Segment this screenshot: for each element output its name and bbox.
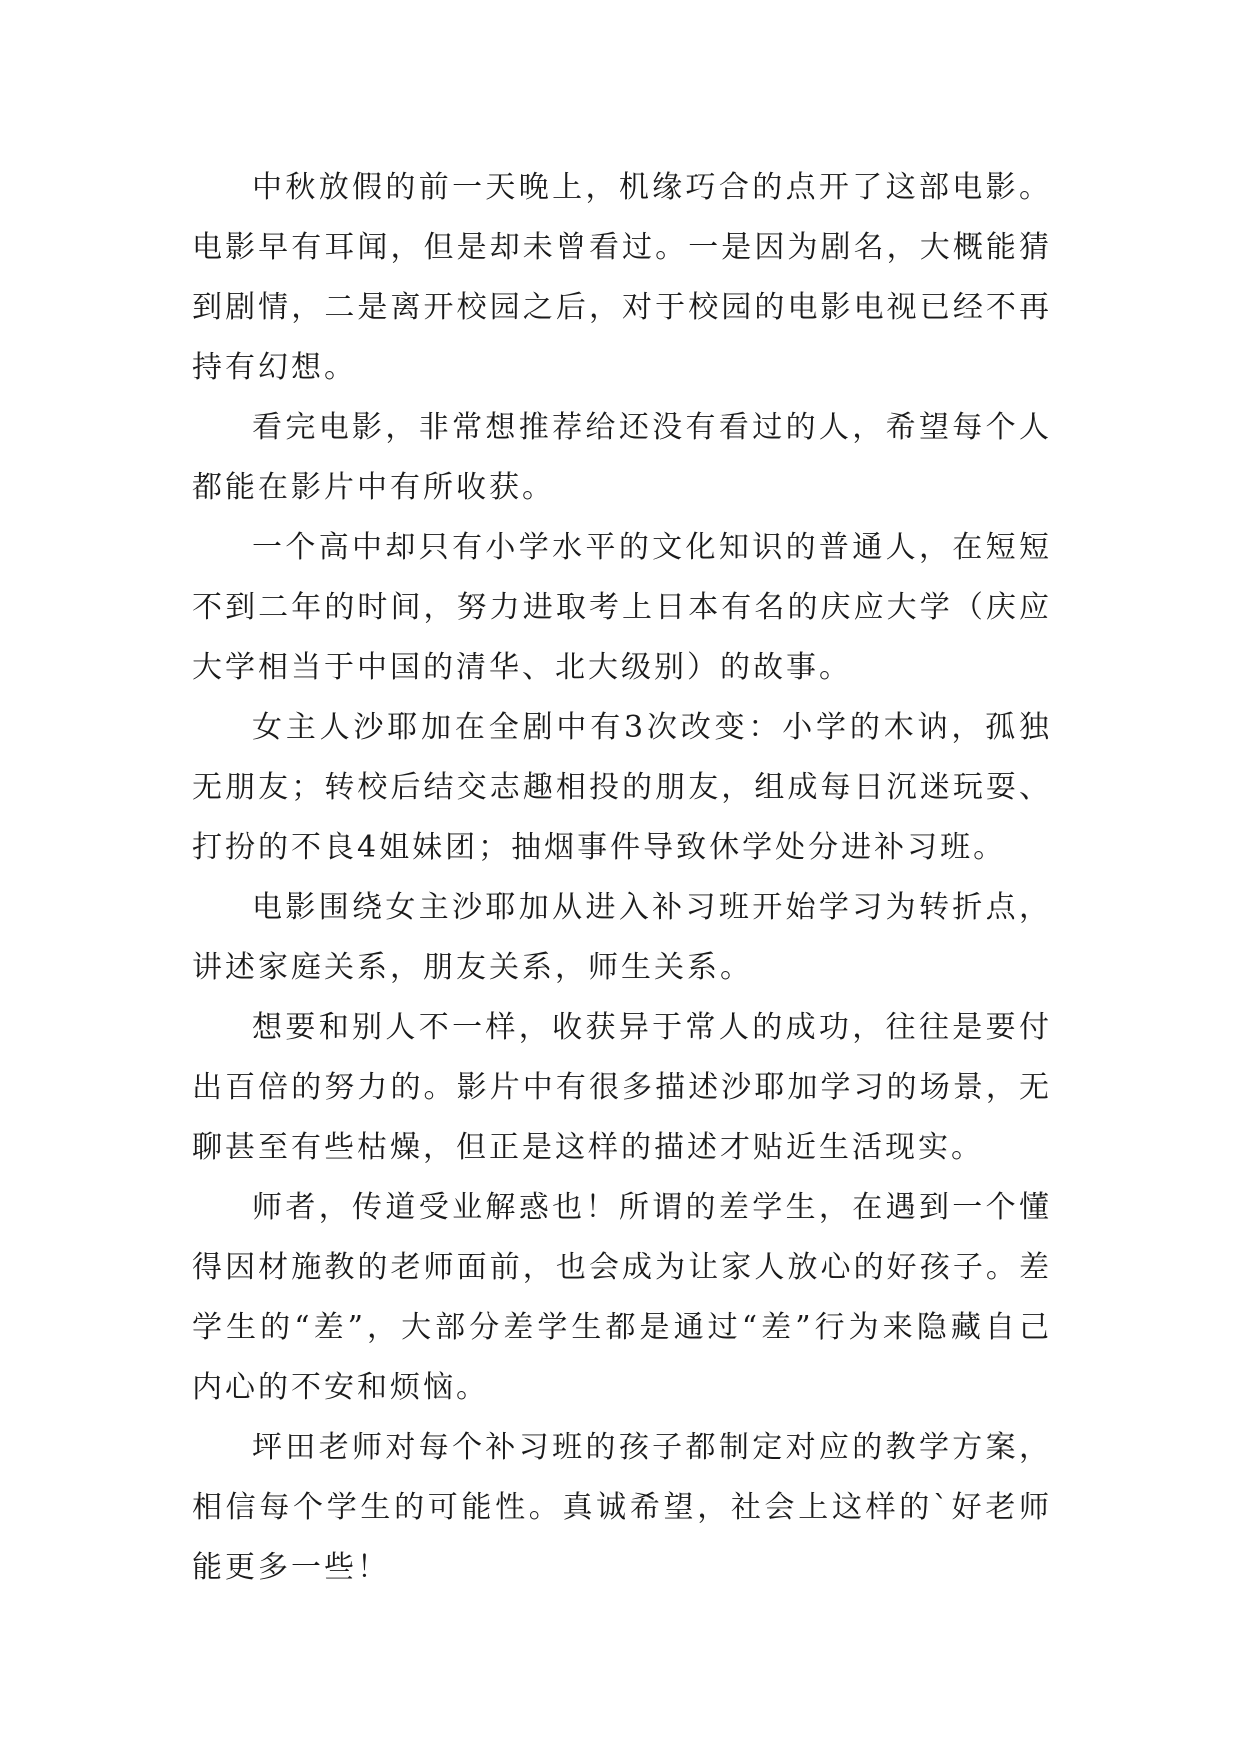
paragraph-6: 想要和别人不一样，收获异于常人的成功，往往是要付出百倍的努力的。影片中有很多描述沙耶加学习的场景，无聊甚至有些枯燥，但正是这样的描述才贴近生活现实。 xyxy=(192,1010,1052,1165)
paragraph-5: 电影围绕女主沙耶加从进入补习班开始学习为转折点，讲述家庭关系，朋友关系，师生关系。 xyxy=(192,890,1052,985)
paragraph-8: 坪田老师对每个补习班的孩子都制定对应的教学方案，相信每个学生的可能性。真诚希望，社会上这样的`好老师能更多一些！ xyxy=(192,1430,1052,1585)
paragraph-7: 师者，传道受业解惑也！所谓的差学生，在遇到一个懂得因材施教的老师面前，也会成为让家人放心的好孩子。差学生的“差”，大部分差学生都是通过“差”行为来隐藏自己内心的不安和烦恼。 xyxy=(192,1190,1052,1405)
paragraph-2: 看完电影，非常想推荐给还没有看过的人，希望每个人都能在影片中有所收获。 xyxy=(192,410,1052,505)
document-body xyxy=(192,158,1052,1598)
paragraph-1: 中秋放假的前一天晚上，机缘巧合的点开了这部电影。电影早有耳闻，但是却未曾看过。一是因为剧名，大概能猜到剧情，二是离开校园之后，对于校园的电影电视已经不再持有幻想。 xyxy=(192,170,1052,385)
paragraph-3: 一个高中却只有小学水平的文化知识的普通人，在短短不到二年的时间，努力进取考上日本有名的庆应大学（庆应大学相当于中国的清华、北大级别）的故事。 xyxy=(192,530,1052,685)
paragraph-4: 女主人沙耶加在全剧中有3次改变：小学的木讷，孤独无朋友；转校后结交志趣相投的朋友，组成每日沉迷玩耍、打扮的不良4姐妹团；抽烟事件导致休学处分进补习班。 xyxy=(192,710,1052,865)
